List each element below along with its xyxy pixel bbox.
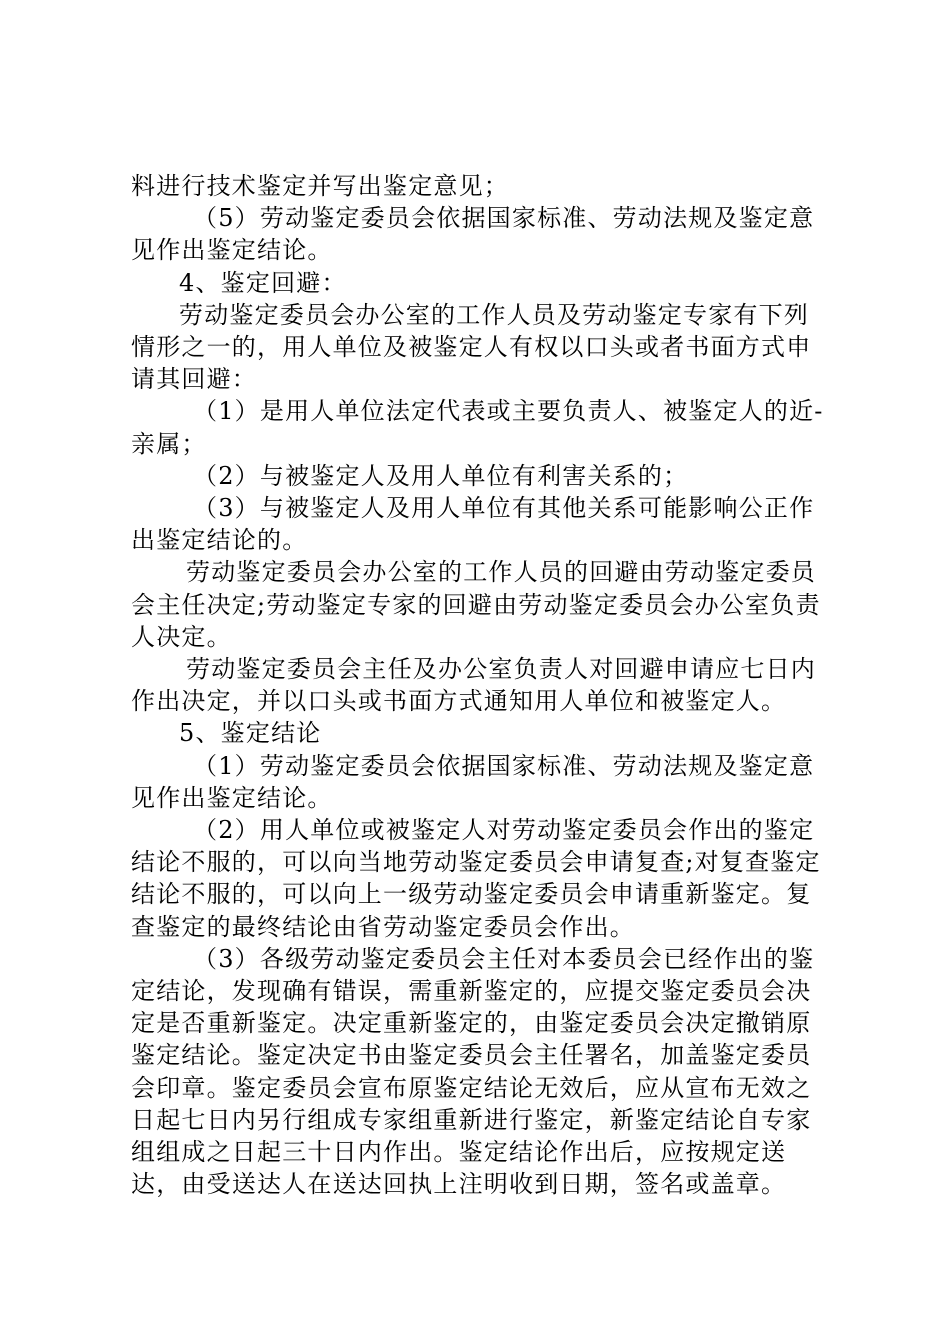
paragraph-recusal-item-1: （1）是用人单位法定代表或主要负责人、被鉴定人的近-亲属； [131,397,824,458]
section-heading-5: 5、鉴定结论 [179,719,322,748]
document-body [131,170,831,1201]
paragraph-recusal-deadline: 劳动鉴定委员会主任及办公室负责人对回避申请应七日内作出决定，并以口头或书面方式通知用人单位和被鉴定人。 [131,655,816,716]
paragraph-recusal-intro: 劳动鉴定委员会办公室的工作人员及劳动鉴定专家有下列情形之一的，用人单位及被鉴定人有权以口头或者书面方式申请其回避： [131,300,812,394]
section-heading-4: 4、鉴定回避： [179,268,347,297]
paragraph-conclusion-item-2: （2）用人单位或被鉴定人对劳动鉴定委员会作出的鉴定结论不服的，可以向当地劳动鉴定委员会申请复查;对复查鉴定结论不服的，可以向上一级劳动鉴定委员会申请重新鉴定。复查鉴定的最终结论由省劳动鉴定委员会作出。 [131,816,821,941]
paragraph-item-5: （5）劳动鉴定委员会依据国家标准、劳动法规及鉴定意见作出鉴定结论。 [131,204,815,265]
paragraph-recusal-item-2: （2）与被鉴定人及用人单位有利害关系的； [193,461,689,490]
paragraph-recusal-item-3: （3）与被鉴定人及用人单位有其他关系可能影响公正作出鉴定结论的。 [131,494,815,555]
paragraph-continuation: 料进行技术鉴定并写出鉴定意见； [131,172,509,200]
paragraph-conclusion-item-3: （3）各级劳动鉴定委员会主任对本委员会已经作出的鉴定结论，发现确有错误，需重新鉴定的，应提交鉴定委员会决定是否重新鉴定。决定重新鉴定的，由鉴定委员会决定撤销原鉴定结论。鉴定决定书由鉴定委员会主任署名，加盖鉴定委员会印章。鉴定委员会宣布原鉴定结论无效后，应从宣布无效之日起七日内另行组成专家组重新进行鉴定，新鉴定结论自专家组组成之日起三十日内作出。鉴定结论作出后，应按规定送达，由受送达人在送达回执上注明收到日期，签名或盖章。 [131,944,815,1199]
paragraph-conclusion-item-1: （1）劳动鉴定委员会依据国家标准、劳动法规及鉴定意见作出鉴定结论。 [131,751,815,812]
paragraph-recusal-decision: 劳动鉴定委员会办公室的工作人员的回避由劳动鉴定委员会主任决定;劳动鉴定专家的回避由劳动鉴定委员会办公室负责人决定。 [131,558,821,651]
